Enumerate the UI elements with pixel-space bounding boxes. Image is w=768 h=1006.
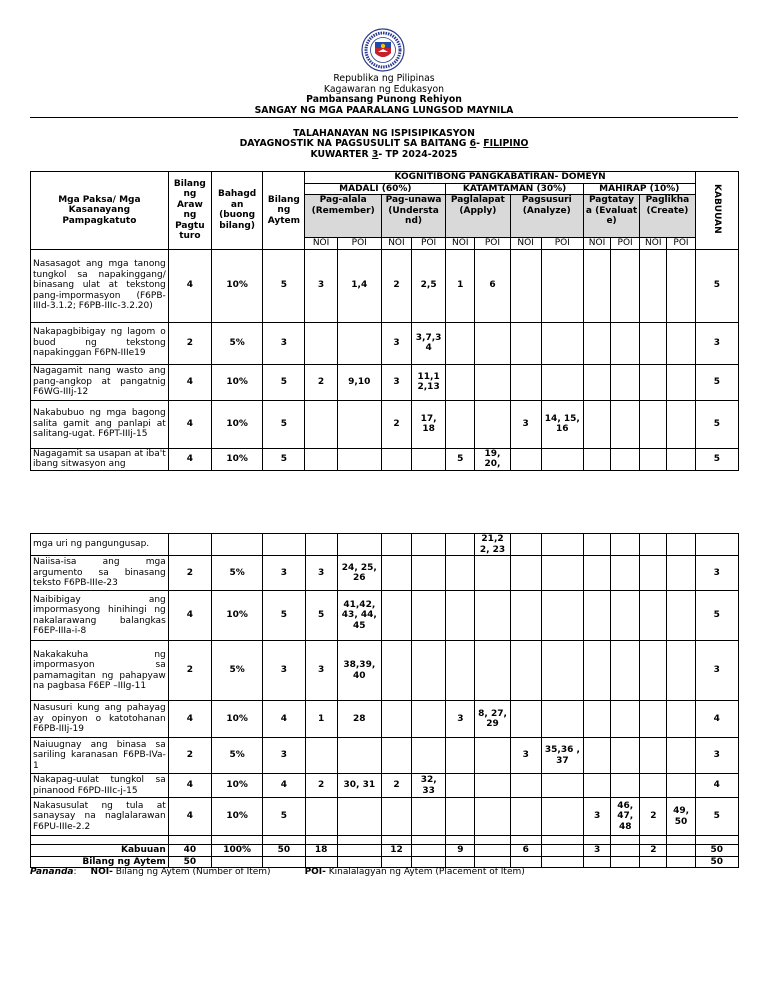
noi-cell [446,774,475,798]
noi-cell [510,774,541,798]
noi-cell [640,364,667,400]
kabuuan-cell: 4 [695,774,738,798]
noi-cell [584,701,611,738]
header-create: Paglikha (Create) [640,195,695,238]
legend-note: Pananda: NOI- Bilang ng Aytem (Number of Item) POI- Kinalalagyan ng Aytem (Placement of Item) [30,867,525,877]
header-aytem: Bilang ng Aytem [263,172,305,250]
poi-cell [541,322,583,364]
noi-cell: 3 [305,641,337,701]
competency-cell: Naiuugnay ang binasa sa sariling karanasan F6PB-IVa-1 [31,738,169,774]
header-noi: NOI [510,238,541,250]
header-katamtaman: KATAMTAMAN (30%) [446,183,584,195]
poi-cell [611,591,640,641]
bahagdan-cell: 10% [211,400,262,448]
aytem-cell: 3 [263,556,305,591]
noi-cell [510,798,541,836]
poi-cell: 32, 33 [412,774,446,798]
header-remember: Pag-alala (Remember) [305,195,381,238]
kabuuan-cell: 5 [695,591,738,641]
poi-cell: 35,36 , 37 [541,738,583,774]
noi-cell [640,249,667,322]
noi-cell [583,448,610,470]
bilang-araw: 50 [168,856,211,868]
poi-cell [412,556,446,591]
araw-cell [168,534,211,556]
noi-cell [510,448,541,470]
header-noi: NOI [640,238,667,250]
header-rehiyon: Pambansang Punong Rehiyon [306,94,462,105]
aytem-cell: 5 [263,448,305,470]
noi-cell: 3 [510,400,541,448]
poi-cell [667,774,695,798]
noi-cell [305,400,337,448]
poi-cell [475,798,510,836]
kabuuan-cell: 4 [695,701,738,738]
header-kognitibo: KOGNITIBONG PANGKABATIRAN- DOMEYN [305,172,695,184]
noi-cell [583,322,610,364]
bahagdan-cell: 10% [212,591,263,641]
poi-cell [611,364,640,400]
noi-cell [640,591,667,641]
kabuuan-cell: 5 [695,249,738,322]
poi-cell [475,591,510,641]
aytem-cell: 3 [263,322,305,364]
poi-cell [412,534,446,556]
noi-cell [583,249,610,322]
aytem-cell: 5 [263,400,305,448]
poi-cell [475,400,510,448]
totals-noi: 9 [446,845,475,857]
table-row [31,448,739,470]
araw-cell: 2 [168,556,211,591]
noi-cell [446,641,475,701]
noi-cell [305,322,337,364]
poi-cell [667,364,695,400]
poi-cell [412,738,446,774]
poi-cell: 14, 15, 16 [541,400,583,448]
noi-cell [305,448,337,470]
noi-cell [446,400,475,448]
noi-cell [584,591,611,641]
header-analyze: Pagsusuri (Analyze) [510,195,583,238]
noi-cell [510,322,541,364]
noi-cell [640,448,667,470]
header-kagawaran: Kagawaran ng Edukasyon [323,84,445,95]
poi-cell [611,641,640,701]
competency-cell: Nakasusulat ng tula at sanaysay na naglalarawan F6PU-IIIe-2.2 [31,798,169,836]
poi-cell [667,556,695,591]
araw-cell: 4 [168,249,211,322]
header-madali: MADALI (60%) [305,183,446,195]
noi-cell [584,556,611,591]
totals-araw: 40 [168,845,211,857]
noi-cell [640,774,667,798]
table-row [31,798,739,836]
poi-cell [541,701,583,738]
poi-cell [541,448,583,470]
poi-cell [475,322,510,364]
noi-cell: 2 [640,798,667,836]
noi-cell [640,701,667,738]
noi-cell [640,400,667,448]
noi-cell: 2 [305,364,337,400]
totals-noi: 3 [584,845,611,857]
poi-cell [667,400,695,448]
totals-row [31,845,739,857]
poi-cell [667,641,695,701]
bahagdan-cell: 5% [212,738,263,774]
totals-bahagdan: 100% [212,845,263,857]
header-mahirap: MAHIRAP (10%) [583,183,695,195]
poi-cell [337,798,381,836]
araw-cell: 4 [168,701,211,738]
header-evaluate: Pagtatay a (Evaluat e) [583,195,639,238]
poi-cell [475,738,510,774]
araw-cell: 2 [168,322,211,364]
poi-cell [667,249,695,322]
poi-cell [667,534,695,556]
poi-cell: 30, 31 [337,774,381,798]
totals-poi [541,845,583,857]
totals-label: Kabuuan [31,845,169,857]
competency-cell: Naiisa-isa ang mga argumento sa binasang teksto F6PB-IIIe-23 [31,556,169,591]
poi-cell: 6 [475,249,510,322]
noi-cell [381,798,411,836]
noi-cell: 3 [584,798,611,836]
poi-cell [611,322,640,364]
poi-cell: 28 [337,701,381,738]
header-understand: Pag-unawa (Understa nd) [381,195,445,238]
spacer-row [31,836,739,845]
aytem-cell: 5 [263,249,305,322]
noi-cell [640,534,667,556]
doc-subtitle: DAYAGNOSTIK NA PAGSUSULIT SA BAITANG 6- FILIPINO [239,138,529,149]
bahagdan-cell: 10% [212,701,263,738]
header-poi: POI [412,238,446,250]
table-row [31,322,739,364]
header-poi: POI [667,238,695,250]
poi-cell: 11,1 2,13 [412,364,446,400]
competency-cell: Naibibigay ang impormasyong hinihingi ng nakalarawang balangkas F6EP-IIIa-i-8 [31,591,169,641]
competency-cell: Nakabubuo ng mga bagong salita gamit ang panlapi at salitang-ugat. F6PT-IIIj-15 [31,400,169,448]
bahagdan-cell: 10% [211,249,262,322]
noi-cell: 2 [381,774,411,798]
poi-cell: 41,42, 43, 44, 45 [337,591,381,641]
header-paksa: Mga Paksa/ Mga Kasanayang Pampagkatuto [31,172,169,250]
bahagdan-cell: 10% [212,798,263,836]
noi-cell: 5 [446,448,475,470]
poi-cell [611,249,640,322]
poi-cell [611,534,640,556]
kabuuan-cell: 5 [695,400,738,448]
competency-cell: mga uri ng pangungusap. [31,534,169,556]
noi-cell: 3 [381,322,411,364]
poi-cell [667,591,695,641]
poi-cell [337,448,381,470]
poi-cell [475,556,510,591]
noi-cell: 1 [305,701,337,738]
noi-cell [510,701,541,738]
noi-cell [446,798,475,836]
header-apply: Paglalapat (Apply) [446,195,510,238]
table-row [31,701,739,738]
kabuuan-cell: 3 [695,322,738,364]
poi-cell [667,701,695,738]
header-noi: NOI [446,238,475,250]
noi-cell [381,534,411,556]
noi-cell: 3 [305,556,337,591]
noi-cell: 2 [381,400,411,448]
kabuuan-cell: 3 [695,738,738,774]
kabuuan-cell: 3 [695,556,738,591]
araw-cell: 4 [168,400,211,448]
poi-cell: 9,10 [337,364,381,400]
noi-cell [446,364,475,400]
noi-cell [584,641,611,701]
deped-seal-icon [361,28,405,72]
poi-cell [541,591,583,641]
noi-cell: 5 [305,591,337,641]
totals-noi: 2 [640,845,667,857]
bahagdan-cell: 5% [212,641,263,701]
noi-cell: 2 [305,774,337,798]
header-poi: POI [611,238,640,250]
poi-cell: 49, 50 [667,798,695,836]
header-bahagdan: Bahagd an (buong bilang) [211,172,262,250]
table-row [31,738,739,774]
noi-cell [381,701,411,738]
araw-cell: 4 [168,591,211,641]
noi-cell [640,556,667,591]
noi-cell [510,556,541,591]
noi-cell: 1 [446,249,475,322]
noi-cell [446,534,475,556]
noi-cell [510,534,541,556]
noi-cell [583,364,610,400]
spec-table-part1 [30,171,739,471]
aytem-cell: 3 [263,641,305,701]
poi-cell [541,556,583,591]
totals-noi: 6 [510,845,541,857]
poi-cell [412,798,446,836]
noi-cell [510,591,541,641]
header-poi: POI [541,238,583,250]
bahagdan-cell: 5% [212,556,263,591]
aytem-cell: 5 [263,364,305,400]
table-row [31,249,739,322]
noi-cell: 3 [510,738,541,774]
competency-cell: Nakakakuha ng impormasyon sa pamamagitan ng pahapyaw na pagbasa F6EP –IIIg-11 [31,641,169,701]
bahagdan-cell: 10% [211,448,262,470]
kabuuan-cell: 5 [695,364,738,400]
bahagdan-cell: 10% [212,774,263,798]
aytem-cell [263,534,305,556]
totals-poi [337,845,381,857]
header-noi: NOI [305,238,337,250]
bahagdan-cell: 5% [211,322,262,364]
noi-cell [584,738,611,774]
noi-cell [381,641,411,701]
noi-cell [305,798,337,836]
doc-title: TALAHANAYAN NG ISPISIPIKASYON [293,128,475,139]
kabuuan-cell: 5 [695,798,738,836]
totals-aytem: 50 [263,845,305,857]
bilang-kabuuan: 50 [695,856,738,868]
aytem-cell: 4 [263,701,305,738]
header-sangay: SANGAY NG MGA PAARALANG LUNGSOD MAYNILA [254,105,514,116]
bilang-label: Bilang ng Aytem [31,856,169,868]
noi-cell: 3 [446,701,475,738]
araw-cell: 4 [168,798,211,836]
poi-cell [667,738,695,774]
header-noi: NOI [381,238,411,250]
poi-cell: 2,5 [412,249,446,322]
poi-cell [475,364,510,400]
poi-cell [541,798,583,836]
poi-cell: 38,39, 40 [337,641,381,701]
bahagdan-cell [212,534,263,556]
poi-cell: 19, 20, [475,448,510,470]
poi-cell [541,774,583,798]
noi-cell [640,641,667,701]
totals-poi [412,845,446,857]
noi-cell [510,641,541,701]
bahagdan-cell: 10% [211,364,262,400]
table-row [31,641,739,701]
header-republika: Republika ng Pilipinas [333,73,435,84]
noi-cell [305,534,337,556]
poi-cell [475,774,510,798]
aytem-cell: 5 [263,798,305,836]
totals-kabuuan: 50 [695,845,738,857]
noi-cell: 3 [305,249,337,322]
competency-cell: Nagagamit nang wasto ang pang-angkop at pangatnig F6WG-IIIj-12 [31,364,169,400]
poi-cell [475,641,510,701]
poi-cell [337,400,381,448]
poi-cell: 46, 47, 48 [611,798,640,836]
header-poi: POI [475,238,510,250]
poi-cell [412,591,446,641]
poi-cell [611,556,640,591]
competency-cell: Nakapagbibigay ng lagom o buod ng tekstong napakinggan F6PN-IIIe19 [31,322,169,364]
noi-cell [640,738,667,774]
aytem-cell: 5 [263,591,305,641]
noi-cell [305,738,337,774]
noi-cell: 2 [381,249,411,322]
totals-poi [611,845,640,857]
noi-cell [446,322,475,364]
araw-cell: 4 [168,774,211,798]
poi-cell [667,448,695,470]
table-row [31,556,739,591]
poi-cell [412,701,446,738]
spec-table-part2 [30,533,739,868]
poi-cell [541,641,583,701]
competency-cell: Nakapag-uulat tungkol sa pinanood F6PD-IIIc-j-15 [31,774,169,798]
table-row [31,774,739,798]
poi-cell [412,641,446,701]
table-row [31,400,739,448]
kabuuan-cell: 5 [695,448,738,470]
totals-poi [475,845,510,857]
noi-cell [446,556,475,591]
table-row [31,591,739,641]
araw-cell: 2 [168,641,211,701]
poi-cell [611,448,640,470]
table-row [31,364,739,400]
noi-cell [510,364,541,400]
poi-cell [611,400,640,448]
poi-cell [337,534,381,556]
header-noi: NOI [583,238,610,250]
araw-cell: 4 [168,448,211,470]
araw-cell: 2 [168,738,211,774]
noi-cell [583,400,610,448]
poi-cell [337,322,381,364]
aytem-cell: 4 [263,774,305,798]
poi-cell: 17, 18 [412,400,446,448]
noi-cell [381,738,411,774]
bilang-row [31,856,739,868]
noi-cell [446,591,475,641]
poi-cell [337,738,381,774]
noi-cell [640,322,667,364]
totals-noi: 18 [305,845,337,857]
totals-poi [667,845,695,857]
header-rule [30,117,738,118]
noi-cell [446,738,475,774]
kabuuan-cell [695,534,738,556]
header-araw: Bilang ng Araw ng Pagtu turo [168,172,211,250]
poi-cell [412,448,446,470]
doc-quarter: KUWARTER 3- TP 2024-2025 [310,149,458,160]
poi-cell: 3,7,3 4 [412,322,446,364]
noi-cell: 3 [381,364,411,400]
poi-cell [667,322,695,364]
poi-cell: 24, 25, 26 [337,556,381,591]
header-kabuuan: KABUUAN [695,172,738,250]
noi-cell [381,556,411,591]
noi-cell [584,774,611,798]
araw-cell: 4 [168,364,211,400]
table-row [31,534,739,556]
poi-cell: 21,2 2, 23 [475,534,510,556]
noi-cell [584,534,611,556]
noi-cell [510,249,541,322]
poi-cell [611,701,640,738]
poi-cell: 1,4 [337,249,381,322]
competency-cell: Nasasagot ang mga tanong tungkol sa napakinggang/ binasang ulat at tekstong pang-impormasyon (F6PB-IIId-3.1.2; F6PB-IIIc-3.2.20) [31,249,169,322]
header-poi: POI [337,238,381,250]
totals-noi: 12 [381,845,411,857]
aytem-cell: 3 [263,738,305,774]
noi-cell [381,591,411,641]
kabuuan-cell: 3 [695,641,738,701]
poi-cell [611,774,640,798]
noi-cell [381,448,411,470]
poi-cell [541,364,583,400]
competency-cell: Nasusuri kung ang pahayag ay opinyon o katotohanan F6PB-IIIj-19 [31,701,169,738]
poi-cell [611,738,640,774]
poi-cell [541,534,583,556]
competency-cell: Nagagamit sa usapan at iba't ibang sitwasyon ang [31,448,169,470]
poi-cell: 8, 27, 29 [475,701,510,738]
poi-cell [541,249,583,322]
